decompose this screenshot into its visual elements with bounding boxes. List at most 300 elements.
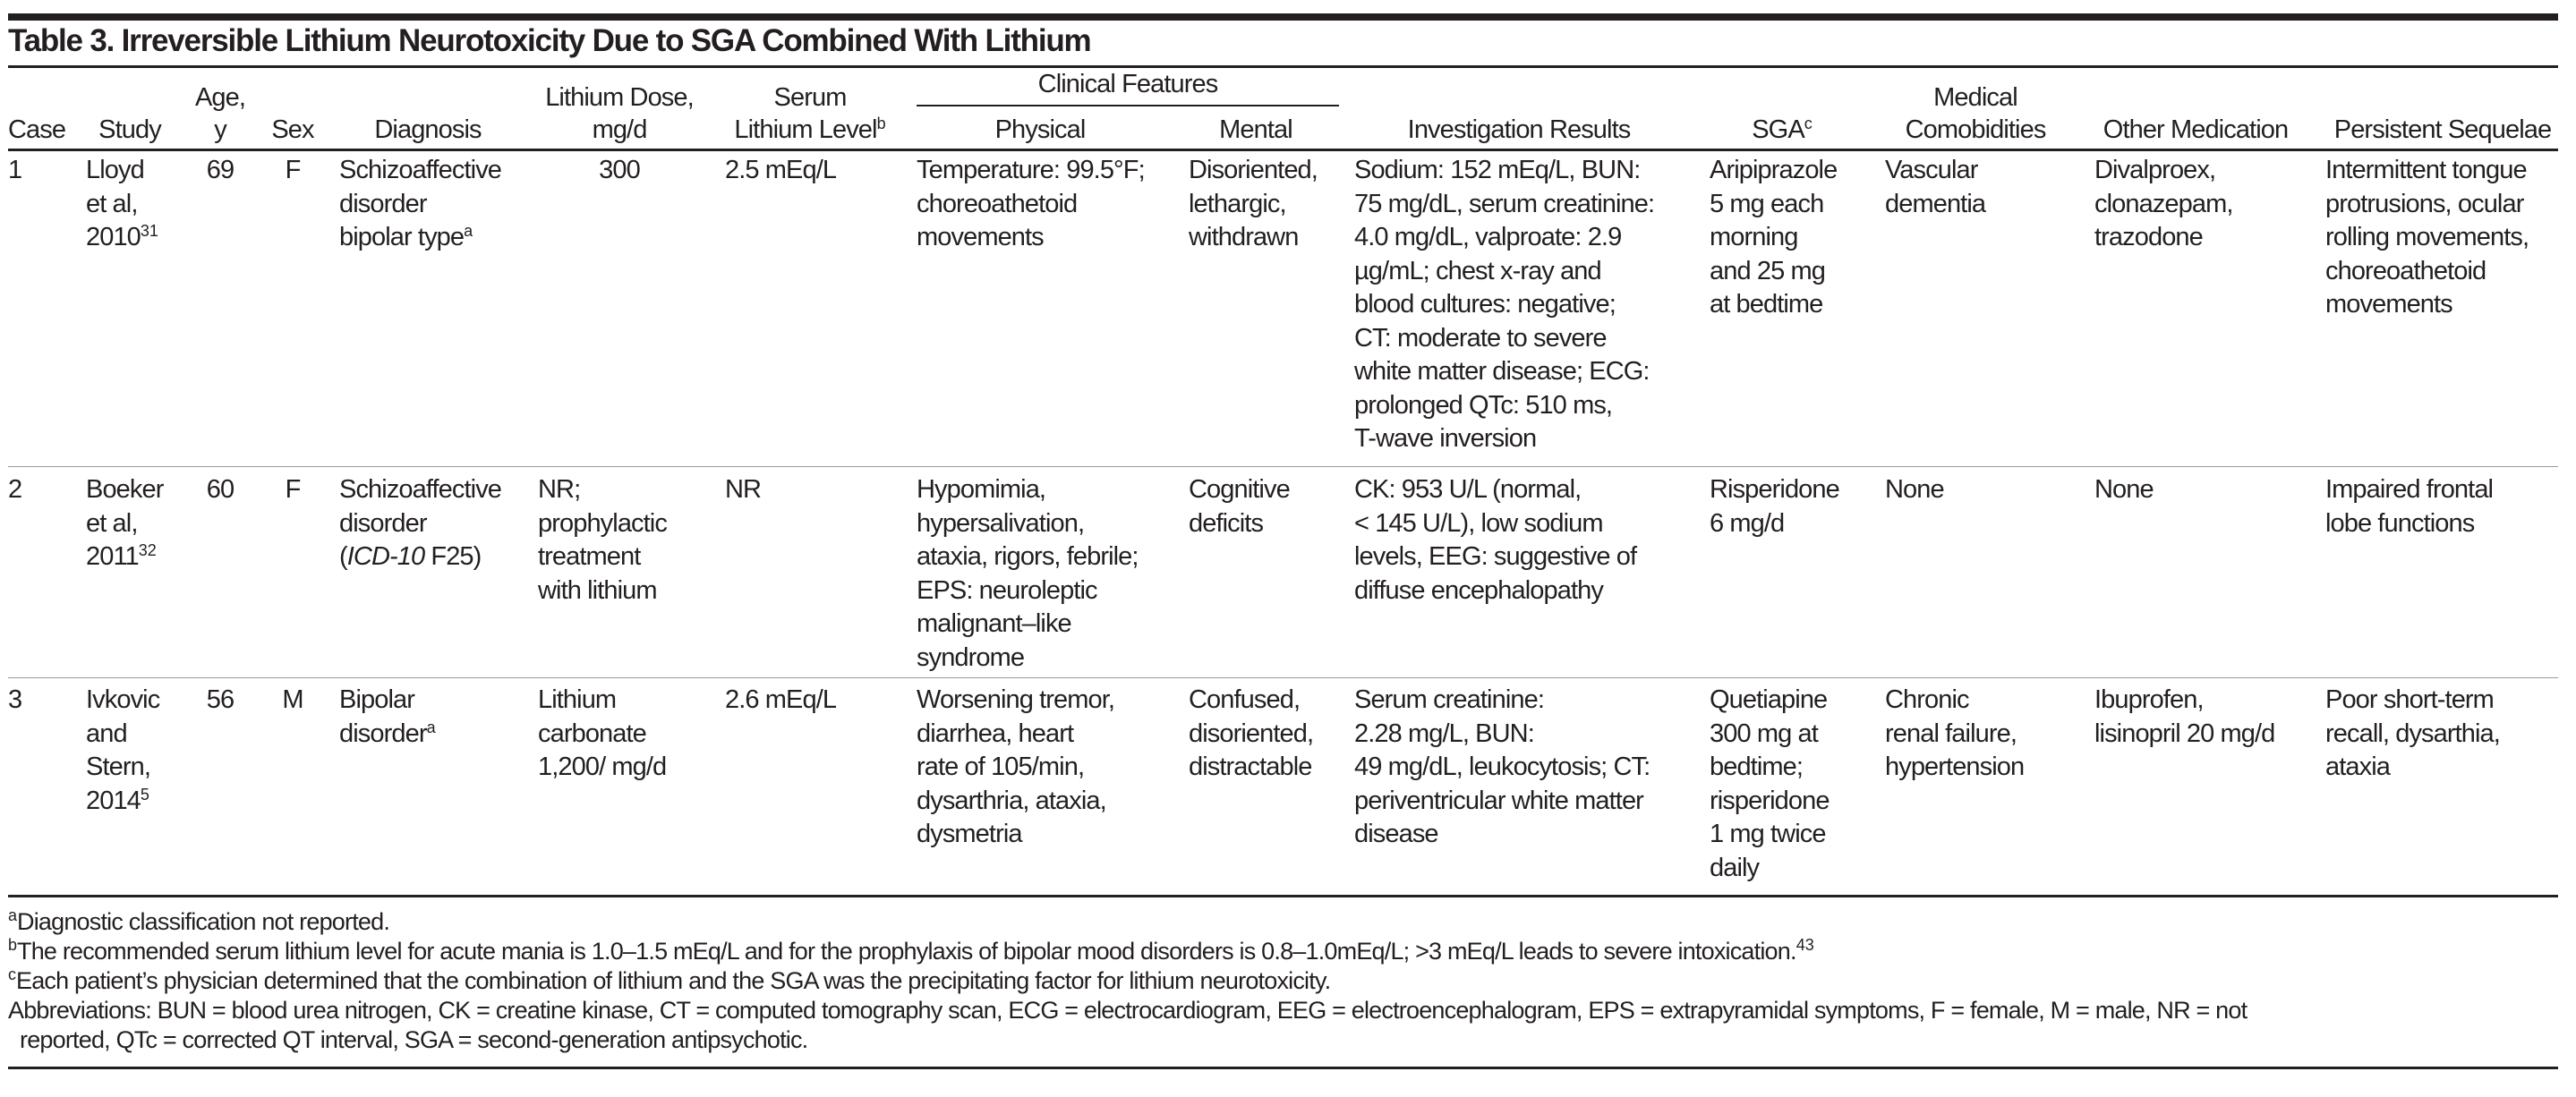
- header-investigation: Investigation Results: [1407, 115, 1631, 144]
- cell-line: [1710, 188, 1837, 222]
- cell-line: [207, 684, 234, 718]
- cell-text: Lloyd: [86, 156, 144, 184]
- cell-text: withdrawn: [1189, 223, 1299, 251]
- superscript-reference: 32: [138, 541, 157, 559]
- table-title: Table 3. Irreversible Lithium Neurotoxicity Due to SGA Combined With Lithium: [8, 23, 1091, 58]
- cell-text: 75 mg/dL, serum creatinine:: [1354, 189, 1655, 218]
- cell-line: [282, 684, 303, 718]
- cell-mental: [1189, 684, 1313, 785]
- cell-text: et al,: [86, 189, 138, 218]
- cell-text: malignant–like: [917, 609, 1071, 638]
- cell-text: F: [285, 156, 301, 184]
- cell-line: [1710, 507, 1839, 541]
- cell-text: Chronic: [1885, 685, 1969, 714]
- cell-line: [339, 684, 436, 718]
- cell-text: hypertension: [1885, 753, 2025, 781]
- footnote-ref: b: [876, 115, 886, 132]
- cell-line: [538, 507, 667, 541]
- cell-line: [2325, 188, 2529, 222]
- cell-line: [1710, 473, 1839, 507]
- cell-age: [207, 684, 234, 718]
- cell-text: ataxia: [2325, 753, 2390, 781]
- cell-text: disorder: [339, 719, 427, 748]
- cell-line: [1710, 852, 1830, 886]
- cell-line: [1710, 288, 1837, 322]
- cell-text: syndrome: [917, 642, 1025, 672]
- cell-line: [86, 473, 164, 507]
- cell-line: [86, 718, 159, 752]
- cell-line: [538, 751, 666, 785]
- cell-line: [1354, 221, 1654, 255]
- cell-line: [86, 188, 158, 222]
- cell-text: blood cultures: negative;: [1354, 290, 1616, 319]
- cell-line: [2325, 507, 2493, 541]
- cell-line: [1354, 751, 1650, 785]
- cell-text: 2.28 mg/L, BUN:: [1354, 719, 1534, 748]
- header-dose-line1: Lithium Dose,: [545, 83, 694, 112]
- header-serum-text: Lithium Level: [734, 115, 877, 144]
- cell-text: deficits: [1189, 508, 1264, 538]
- cell-medical: [1885, 154, 1985, 221]
- cell-serum: [725, 473, 761, 507]
- cell-line: [1710, 818, 1830, 852]
- cell-line: [1710, 751, 1830, 785]
- cell-line: [1885, 473, 1944, 507]
- cell-line: [2325, 751, 2500, 785]
- cell-diagnosis: [339, 473, 501, 574]
- cell-text: treatment: [538, 542, 641, 571]
- cell-sga: [1710, 473, 1839, 540]
- cell-line: [2325, 718, 2500, 752]
- cell-line: [339, 507, 501, 541]
- clinical-features-rule: [917, 105, 1339, 106]
- cell-text: Quetiapine: [1710, 685, 1828, 714]
- cell-investigation: [1354, 473, 1636, 608]
- cell-text: Ivkovic: [86, 685, 160, 714]
- cell-text: Impaired frontal: [2325, 475, 2494, 504]
- header-serum-line1: Serum: [773, 83, 847, 112]
- header-medical-line2: Comobidities: [1905, 115, 2046, 144]
- cell-line: [2094, 188, 2233, 222]
- cell-text: 300 mg at: [1710, 719, 1818, 748]
- footnote-text: Diagnostic classification not reported.: [17, 908, 390, 935]
- cell-text: Disoriented,: [1189, 156, 1318, 184]
- cell-line: [1710, 718, 1830, 752]
- cell-investigation: [1354, 154, 1654, 456]
- header-sga-text: SGA: [1752, 115, 1804, 144]
- cell-text: Stern,: [86, 753, 150, 781]
- cell-text: and: [86, 719, 127, 748]
- cell-physical: [917, 154, 1145, 255]
- cell-line: [917, 818, 1114, 852]
- cell-text: movements: [2325, 290, 2452, 319]
- row-separator: [8, 677, 2558, 678]
- cell-text: Hypomimia,: [917, 475, 1046, 504]
- cell-line: [1354, 818, 1650, 852]
- cell-line: [599, 154, 640, 188]
- cell-text: Intermittent tongue: [2325, 156, 2527, 184]
- cell-other: [2094, 154, 2233, 255]
- reference-number: 43: [1796, 936, 1814, 954]
- cell-text: choreoathetoid: [917, 189, 1078, 218]
- cell-sequelae: [2325, 684, 2500, 785]
- cell-text: Poor short-term: [2325, 685, 2494, 714]
- abbreviations-line2: reported, QTc = corrected QT interval, SGA = second-generation antipsychotic.: [20, 1026, 808, 1053]
- header-physical: Physical: [994, 115, 1086, 144]
- abbreviations-line1: Abbreviations: BUN = blood urea nitrogen, CK = creatine kinase, CT = computed tomography scan, ECG = electrocardiogram, EEG = electroencephalogram, EPS = extrapyramidal symptoms, F = female, M = male, NR = not: [8, 997, 2248, 1024]
- cell-text: None: [1885, 475, 1944, 504]
- cell-line: [86, 751, 159, 785]
- cell-serum: [725, 684, 836, 718]
- cell-text: disoriented,: [1189, 719, 1314, 748]
- cell-sequelae: [2325, 154, 2529, 322]
- cell-text: 6 mg/d: [1710, 508, 1785, 538]
- cell-line: [538, 574, 667, 608]
- top-thick-rule: [8, 13, 2558, 21]
- cell-line: [1710, 785, 1830, 819]
- cell-other: [2094, 473, 2154, 507]
- cell-medical: [1885, 684, 2024, 785]
- cell-text: Ibuprofen,: [2094, 685, 2204, 714]
- cell-mental: [1189, 473, 1290, 540]
- footnote-mark: b: [8, 936, 18, 954]
- cell-text: Schizoaffective: [339, 156, 502, 184]
- cell-dose: [538, 473, 667, 608]
- cell-text: CT: moderate to severe: [1354, 323, 1607, 353]
- cell-text: morning: [1710, 223, 1798, 251]
- cell-text: diarrhea, heart: [917, 719, 1074, 748]
- cell-line: [1189, 221, 1318, 255]
- cell-line: [538, 473, 667, 507]
- cell-serum: [725, 154, 836, 188]
- header-persistent-sequelae: Persistent Sequelae: [2333, 115, 2552, 144]
- footnote-c: [8, 966, 1330, 996]
- cell-line: [1189, 473, 1290, 507]
- cell-line: [2094, 718, 2274, 752]
- cell-line: [1354, 188, 1654, 222]
- cell-line: [1354, 355, 1654, 389]
- cell-text: 2010: [86, 223, 141, 251]
- cell-text: at bedtime: [1710, 290, 1823, 319]
- cell-sex: [286, 473, 301, 507]
- header-serum-line2: [734, 114, 885, 147]
- cell-line: [86, 507, 164, 541]
- cell-line: [917, 684, 1114, 718]
- cell-line: [339, 188, 501, 222]
- cell-text: renal failure,: [1885, 719, 2017, 748]
- cell-text: Serum creatinine:: [1354, 685, 1544, 714]
- superscript-reference: 31: [140, 222, 158, 240]
- cell-text: 56: [206, 685, 235, 714]
- cell-line: [1189, 507, 1290, 541]
- cell-line: [917, 154, 1145, 188]
- cell-line: [1354, 785, 1650, 819]
- header-other-medication: Other Medication: [2103, 115, 2289, 144]
- cell-text: trazodone: [2094, 223, 2203, 251]
- cell-text: 5 mg each: [1710, 189, 1824, 218]
- cell-line: [2094, 473, 2154, 507]
- header-clinical-features: Clinical Features: [1037, 70, 1218, 98]
- cell-line: [1354, 540, 1636, 574]
- cell-text: choreoathetoid: [2325, 256, 2486, 285]
- cell-line: [917, 785, 1114, 819]
- table-bottom-rule: [8, 895, 2558, 897]
- cell-text: recall, dysarthia,: [2325, 719, 2500, 748]
- cell-text: Lithium: [538, 685, 617, 714]
- cell-text: 300: [599, 156, 640, 184]
- cell-text: prophylactic: [538, 508, 667, 538]
- cell-text: Aripiprazole: [1710, 156, 1838, 184]
- cell-line: [1885, 684, 2024, 718]
- cell-text: protrusions, ocular: [2325, 189, 2524, 218]
- cell-text: Confused,: [1189, 685, 1301, 714]
- cell-line: [1885, 154, 1985, 188]
- header-sga: [1752, 114, 1813, 147]
- cell-line: [339, 718, 436, 752]
- cell-text: diffuse encephalopathy: [1354, 575, 1603, 605]
- cell-line: [339, 473, 501, 507]
- cell-text: 1: [8, 156, 22, 184]
- cell-case: [8, 154, 21, 188]
- cell-text: NR;: [538, 475, 581, 504]
- italic-text: ICD-10: [346, 542, 425, 571]
- cell-text: carbonate: [538, 719, 646, 748]
- footnote-text: The recommended serum lithium level for acute mania is 1.0–1.5 mEq/L and for the prophylaxis of bipolar mood disorders is 0.8–1.0mEq/L; >3 mEq/L leads to severe intoxication.: [17, 938, 1796, 965]
- cell-line: [1354, 422, 1654, 456]
- cell-text: lobe functions: [2325, 508, 2475, 538]
- cell-line: [86, 785, 159, 819]
- cell-line: [86, 540, 164, 574]
- cell-text: T-wave inversion: [1354, 424, 1537, 453]
- cell-line: [207, 154, 234, 188]
- cell-text: CK: 953 U/L (normal,: [1354, 475, 1582, 504]
- header-mental: Mental: [1219, 115, 1292, 144]
- cell-text: 2.6 mEq/L: [725, 685, 837, 714]
- cell-line: [725, 684, 836, 718]
- cell-line: [1354, 574, 1636, 608]
- cell-dose: [538, 684, 666, 785]
- cell-line: [1885, 718, 2024, 752]
- cell-line: [1189, 718, 1313, 752]
- cell-line: [86, 684, 159, 718]
- header-age-line2: y: [214, 115, 226, 144]
- cell-text: 3: [8, 685, 22, 714]
- cell-text: disorder: [339, 508, 427, 538]
- cell-line: [2094, 221, 2233, 255]
- cell-line: [917, 188, 1145, 222]
- cell-text: rate of 105/min,: [917, 753, 1085, 781]
- cell-text: and 25 mg: [1710, 256, 1825, 285]
- header-case: Case: [8, 115, 66, 144]
- footnote-a: [8, 907, 389, 937]
- title-rule: [8, 65, 2558, 68]
- cell-line: [725, 154, 836, 188]
- cell-line: [538, 684, 666, 718]
- cell-line: [538, 718, 666, 752]
- cell-line: [1354, 684, 1650, 718]
- cell-text: 2.5 mEq/L: [725, 156, 837, 184]
- cell-line: [917, 221, 1145, 255]
- cell-line: [8, 684, 21, 718]
- header-diagnosis: Diagnosis: [374, 115, 482, 144]
- cell-line: [339, 540, 501, 574]
- cell-line: [1189, 154, 1318, 188]
- cell-text: rolling movements,: [2325, 223, 2529, 251]
- cell-mental: [1189, 154, 1318, 255]
- cell-line: [1189, 188, 1318, 222]
- cell-line: [1354, 718, 1650, 752]
- cell-text: lethargic,: [1189, 189, 1286, 218]
- cell-line: [1354, 389, 1654, 423]
- cell-physical: [917, 684, 1114, 852]
- cell-text: et al,: [86, 508, 138, 538]
- cell-text: Cognitive: [1189, 475, 1290, 504]
- cell-medical: [1885, 473, 1944, 507]
- cell-line: [1354, 255, 1654, 289]
- cell-line: [1710, 684, 1830, 718]
- cell-line: [1885, 751, 2024, 785]
- cell-text: EPS: neuroleptic: [917, 575, 1097, 605]
- cell-study: [86, 473, 164, 574]
- superscript-reference: a: [426, 718, 436, 736]
- cell-sex: [282, 684, 303, 718]
- superscript-reference: a: [464, 222, 473, 240]
- cell-text: daily: [1710, 853, 1760, 882]
- header-age-line1: Age,: [194, 83, 246, 112]
- cell-line: [1885, 188, 1985, 222]
- cell-text: bedtime;: [1710, 753, 1804, 781]
- cell-text: M: [282, 685, 303, 714]
- cell-line: [1354, 154, 1654, 188]
- cell-line: [1354, 288, 1654, 322]
- cell-line: [2325, 288, 2529, 322]
- cell-text: clonazepam,: [2094, 189, 2233, 218]
- cell-diagnosis: [339, 684, 436, 751]
- cell-text: movements: [917, 223, 1044, 251]
- superscript-reference: 5: [140, 785, 149, 804]
- cell-text: dysarthria, ataxia,: [917, 786, 1106, 815]
- cell-line: [207, 473, 234, 507]
- cell-line: [2325, 154, 2529, 188]
- cell-line: [2325, 255, 2529, 289]
- cell-text: (: [339, 542, 347, 571]
- cell-line: [286, 473, 301, 507]
- cell-text: 49 mg/dL, leukocytosis; CT:: [1354, 753, 1651, 781]
- cell-text: F: [285, 475, 301, 504]
- cell-text: µg/mL; chest x-ray and: [1354, 256, 1601, 285]
- cell-text: None: [2094, 475, 2154, 504]
- cell-line: [2325, 473, 2493, 507]
- cell-case: [8, 473, 21, 507]
- cell-line: [1354, 507, 1636, 541]
- cell-text: prolonged QTc: 510 ms,: [1354, 390, 1613, 420]
- cell-text: Vascular: [1885, 156, 1978, 184]
- cell-line: [917, 574, 1139, 608]
- cell-text: bipolar type: [339, 223, 465, 251]
- cell-study: [86, 684, 159, 818]
- cell-diagnosis: [339, 154, 501, 255]
- header-rule: [8, 149, 2558, 151]
- cell-case: [8, 684, 21, 718]
- cell-text: 60: [206, 475, 235, 504]
- cell-line: [1710, 154, 1837, 188]
- cell-text: disease: [1354, 820, 1438, 848]
- cell-text: lisinopril 20 mg/d: [2094, 719, 2275, 748]
- cell-text: white matter disease; ECG:: [1354, 357, 1650, 386]
- cell-line: [917, 608, 1139, 642]
- cell-text: Sodium: 152 mEq/L, BUN:: [1354, 156, 1641, 184]
- cell-text: risperidone: [1710, 786, 1830, 815]
- cell-text: Temperature: 99.5°F;: [917, 156, 1145, 184]
- cell-text: 2014: [86, 786, 141, 815]
- cell-investigation: [1354, 684, 1650, 852]
- cell-text: periventricular white matter: [1354, 786, 1643, 815]
- cell-sga: [1710, 154, 1837, 322]
- cell-text: 2011: [86, 542, 139, 571]
- cell-line: [1710, 255, 1837, 289]
- footnote-b: [8, 937, 1814, 966]
- footer-bottom-rule: [8, 1067, 2558, 1069]
- header-study: Study: [98, 115, 161, 144]
- cell-line: [2325, 221, 2529, 255]
- cell-line: [86, 221, 158, 255]
- cell-text: Worsening tremor,: [917, 685, 1115, 714]
- cell-line: [1189, 751, 1313, 785]
- cell-line: [1354, 322, 1654, 356]
- footnote-mark: a: [8, 906, 18, 924]
- cell-line: [917, 540, 1139, 574]
- cell-text: Divalproex,: [2094, 156, 2216, 184]
- cell-line: [917, 718, 1114, 752]
- cell-text: ataxia, rigors, febrile;: [917, 542, 1139, 571]
- cell-text: levels, EEG: suggestive of: [1354, 542, 1637, 571]
- cell-text: < 145 U/L), low sodium: [1354, 508, 1603, 538]
- cell-sga: [1710, 684, 1830, 885]
- cell-text: Boeker: [86, 475, 164, 504]
- cell-age: [207, 154, 234, 188]
- footnote-text: Each patient’s physician determined that the combination of lithium and the SGA was the precipitating factor for lithium neurotoxicity.: [16, 967, 1331, 994]
- cell-line: [8, 154, 21, 188]
- cell-dose: [599, 154, 640, 188]
- cell-text: dysmetria: [917, 820, 1022, 848]
- cell-study: [86, 154, 158, 255]
- cell-line: [8, 473, 21, 507]
- cell-line: [86, 154, 158, 188]
- header-dose-line2: mg/d: [592, 115, 647, 144]
- cell-line: [339, 221, 501, 255]
- cell-age: [207, 473, 234, 507]
- cell-text: dementia: [1885, 189, 1986, 218]
- cell-line: [2325, 684, 2500, 718]
- cell-text: with lithium: [538, 575, 657, 605]
- cell-sex: [286, 154, 301, 188]
- cell-text: F25): [424, 542, 482, 571]
- cell-text: distractable: [1189, 753, 1312, 781]
- cell-sequelae: [2325, 473, 2493, 540]
- cell-line: [917, 507, 1139, 541]
- cell-text: 1 mg twice: [1710, 820, 1826, 848]
- cell-line: [538, 540, 667, 574]
- header-medical-line1: Medical: [1933, 83, 2017, 112]
- cell-text: 1,200/ mg/d: [538, 753, 667, 781]
- cell-line: [1189, 684, 1313, 718]
- cell-line: [286, 154, 301, 188]
- cell-line: [917, 751, 1114, 785]
- cell-text: NR: [725, 475, 762, 504]
- cell-text: Schizoaffective: [339, 475, 502, 504]
- footnote-mark: c: [8, 965, 16, 983]
- cell-line: [917, 473, 1139, 507]
